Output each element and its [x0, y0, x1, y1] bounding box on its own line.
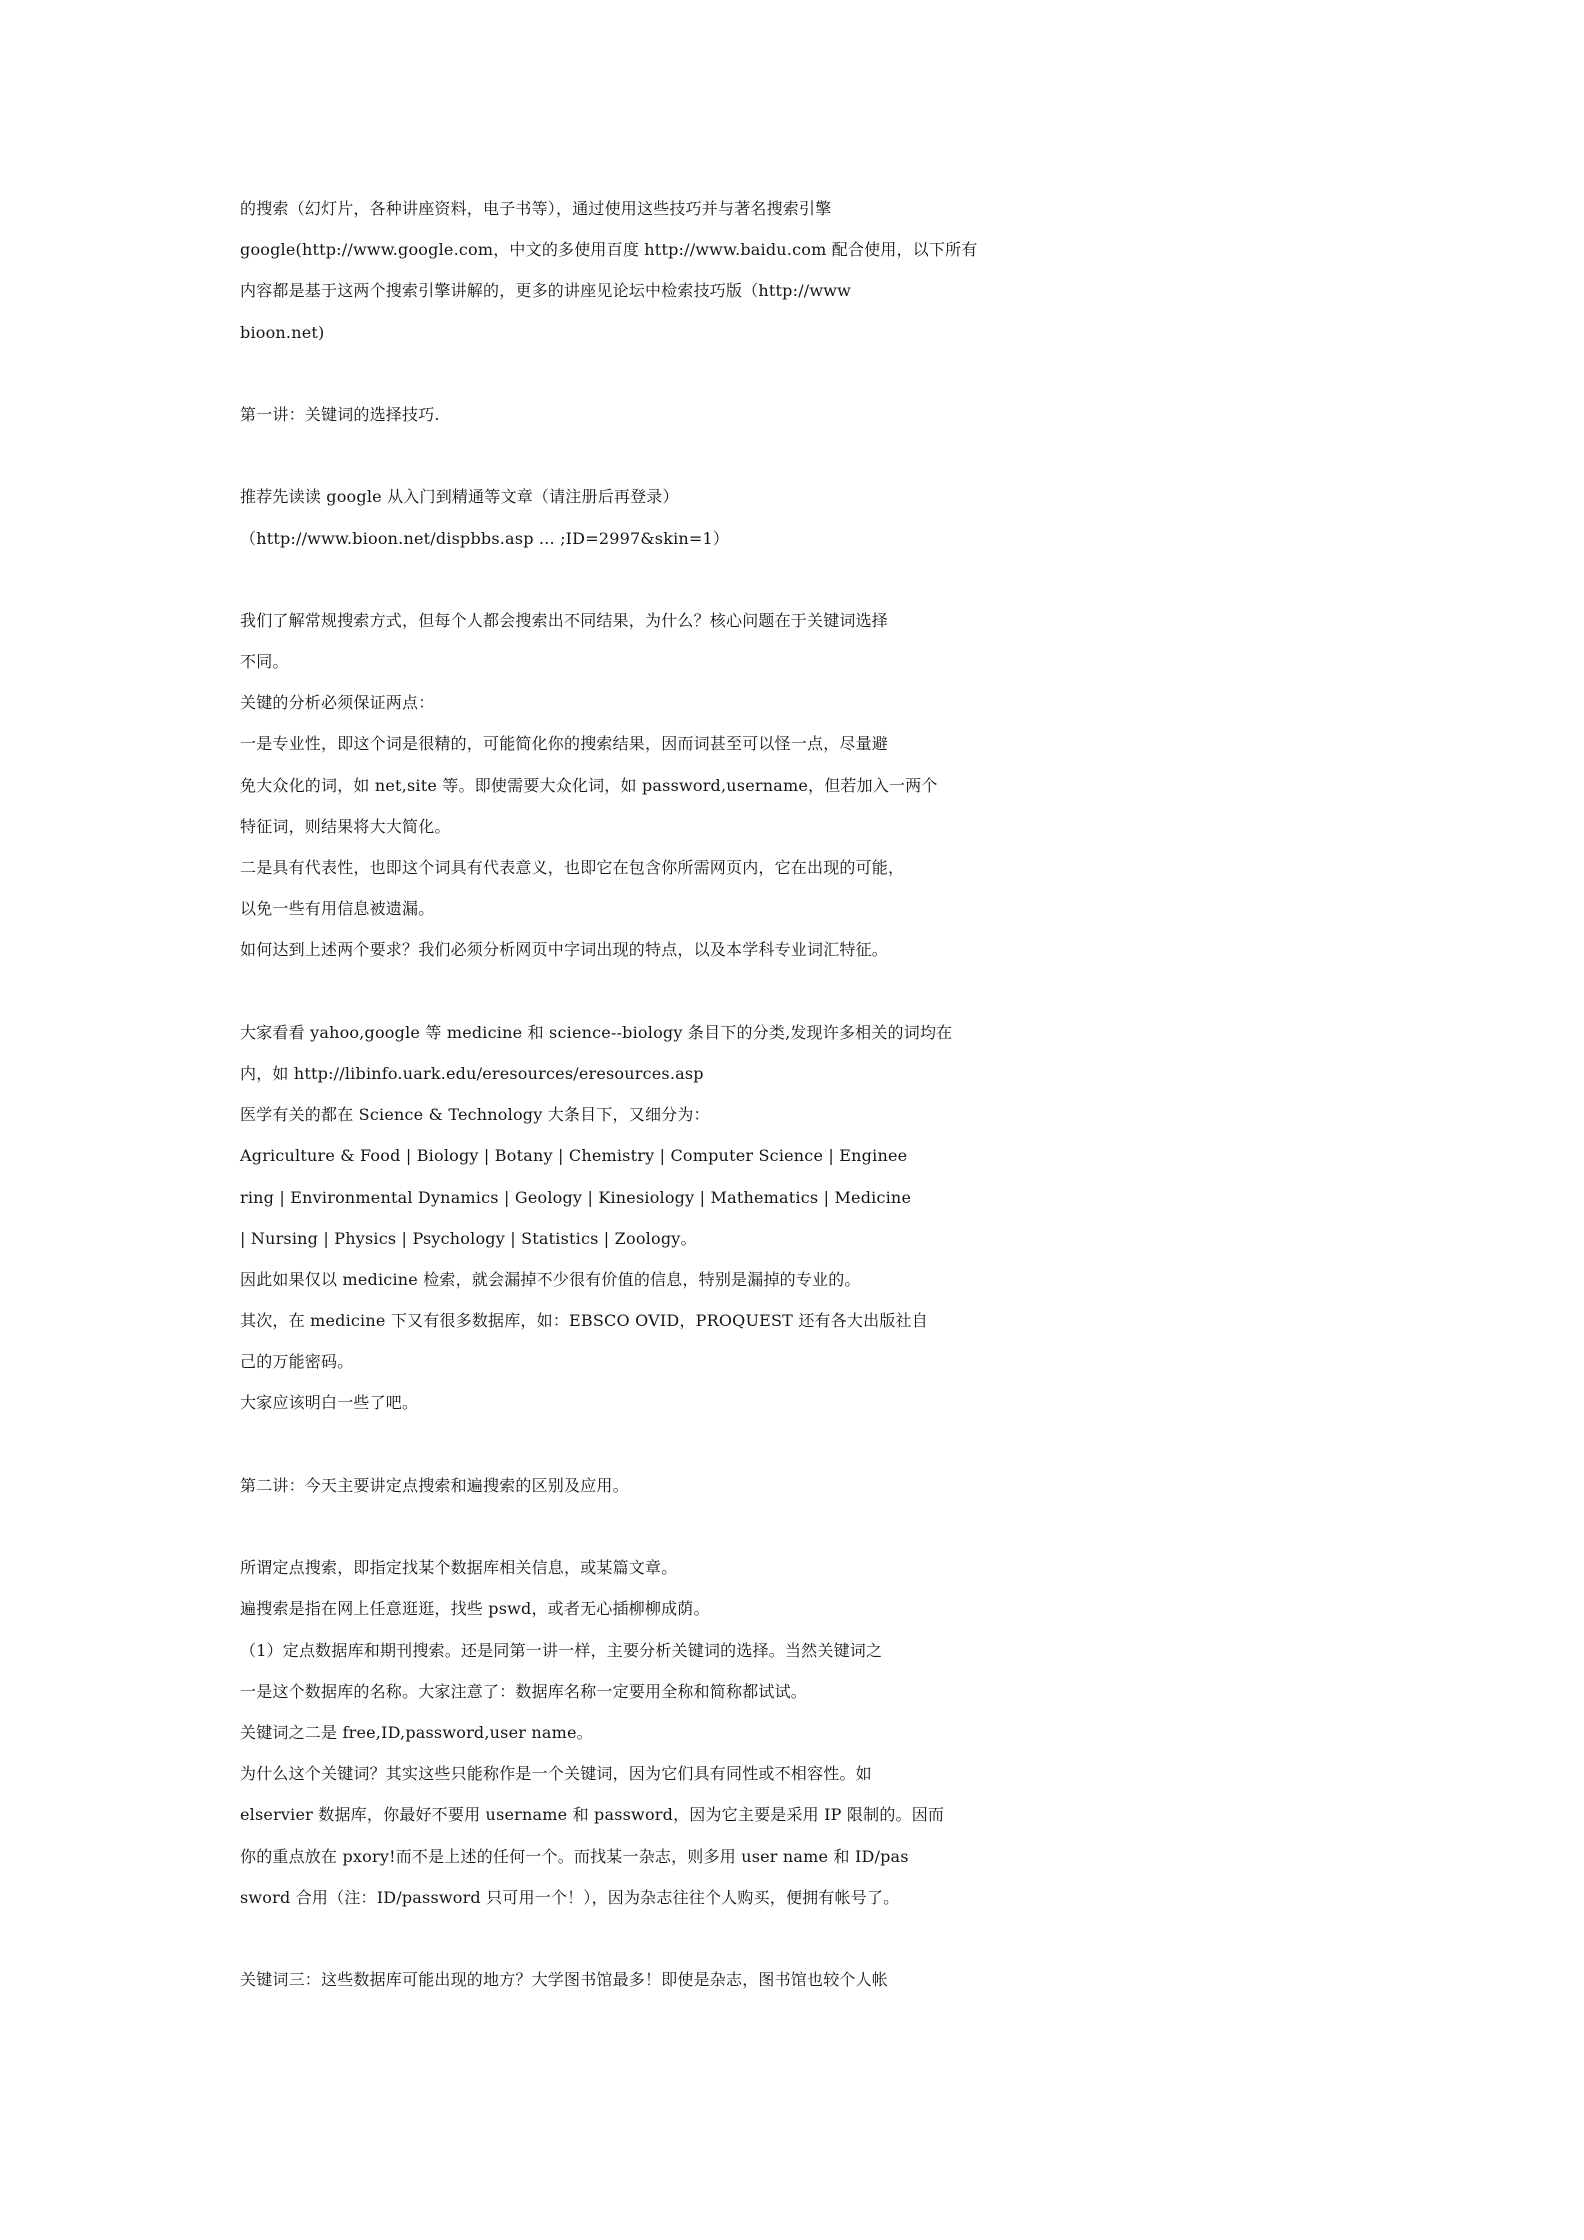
paragraph-gap	[240, 1506, 1360, 1547]
text-line: 推荐先读读 google 从入门到精通等文章（请注册后再登录）	[240, 487, 679, 507]
text-line: 所谓定点搜索，即指定找某个数据库相关信息，或某篇文章。	[240, 1558, 678, 1578]
text-line: 内，如 http://libinfo.uark.edu/eresources/eresources.asp	[240, 1063, 704, 1083]
text-line: 己的万能密码。	[240, 1352, 354, 1372]
paragraph-gap	[240, 1918, 1360, 1959]
categories-paragraph	[240, 1012, 1360, 1424]
paragraph-gap	[240, 353, 1360, 394]
text-line: 不同。	[240, 652, 289, 672]
text-line: 大家应该明白一些了吧。	[240, 1393, 419, 1413]
paragraph-gap	[240, 1424, 1360, 1465]
text-line: 第一讲：关键词的选择技巧.	[240, 404, 440, 424]
paragraph-gap	[240, 435, 1360, 476]
text-line: 遍搜索是指在网上任意逛逛，找些 pswd，或者无心插柳柳成荫。	[240, 1599, 710, 1619]
text-line: 关键词之二是 free,ID,password,user name。	[240, 1722, 593, 1742]
text-line: （1）定点数据库和期刊搜索。还是同第一讲一样，主要分析关键词的选择。当然关键词之	[240, 1640, 883, 1660]
text-line: 第二讲：今天主要讲定点搜索和遍搜索的区别及应用。	[240, 1475, 629, 1495]
text-line: 免大众化的词，如 net,site 等。即使需要大众化词，如 password,username，但若加入一两个	[240, 775, 938, 795]
text-line: | Nursing | Physics | Psychology | Statistics | Zoology。	[240, 1228, 697, 1248]
lecture-one-heading	[240, 394, 1360, 435]
recommendation-paragraph	[240, 476, 1360, 558]
text-line: 内容都是基于这两个搜索引擎讲解的，更多的讲座见论坛中检索技巧版（http://www	[240, 281, 852, 301]
text-line: 特征词，则结果将大大简化。	[240, 816, 451, 836]
text-line: 关键的分析必须保证两点：	[240, 693, 435, 713]
text-line: ring | Environmental Dynamics | Geology | Kinesiology | Mathematics | Medicine	[240, 1187, 912, 1207]
text-line: （http://www.bioon.net/dispbbs.asp ... ;ID=2997&skin=1）	[240, 528, 730, 548]
text-line: bioon.net)	[240, 322, 325, 342]
lecture-two-heading	[240, 1465, 1360, 1506]
text-line: 为什么这个关键词？其实这些只能称作是一个关键词，因为它们具有同性或不相容性。如	[240, 1764, 872, 1784]
paragraph-gap	[240, 971, 1360, 1012]
text-line: 的搜索（幻灯片，各种讲座资料，电子书等），通过使用这些技巧并与著名搜索引擎	[240, 199, 832, 218]
intro-paragraph	[240, 188, 1360, 353]
text-line: 其次，在 medicine 下又有很多数据库，如：EBSCO OVID，PROQUEST 还有各大出版社自	[240, 1311, 928, 1331]
keyword-three-paragraph	[240, 1959, 1360, 2000]
text-line: 以免一些有用信息被遗漏。	[240, 899, 435, 919]
text-line: 一是专业性，即这个词是很精的，可能简化你的搜索结果，因而词甚至可以怪一点，尽量避	[240, 734, 889, 754]
text-line: Agriculture & Food | Biology | Botany | Chemistry | Computer Science | Enginee	[240, 1146, 908, 1166]
paragraph-gap	[240, 559, 1360, 600]
text-line: 关键词三：这些数据库可能出现的地方？大学图书馆最多！即使是杂志，图书馆也较个人帐	[240, 1970, 889, 1990]
document-page	[240, 188, 1360, 2000]
text-line: google(http://www.google.com，中文的多使用百度 http://www.baidu.com 配合使用，以下所有	[240, 240, 978, 260]
text-line: 一是这个数据库的名称。大家注意了：数据库名称一定要用全称和简称都试试。	[240, 1681, 808, 1701]
text-line: 医学有关的都在 Science & Technology 大条目下，又细分为：	[240, 1105, 710, 1125]
text-line: 因此如果仅以 medicine 检索，就会漏掉不少很有价值的信息，特别是漏掉的专业的。	[240, 1269, 861, 1289]
text-line: elservier 数据库，你最好不要用 username 和 password，因为它主要是采用 IP 限制的。因而	[240, 1805, 945, 1825]
text-line: 你的重点放在 pxory!而不是上述的任何一个。而找某一杂志，则多用 user name 和 ID/pas	[240, 1846, 909, 1866]
text-line: 二是具有代表性，也即这个词具有代表意义，也即它在包含你所需网页内，它在出现的可能，	[240, 858, 905, 877]
text-line: 我们了解常规搜索方式，但每个人都会搜索出不同结果，为什么？核心问题在于关键词选择	[240, 610, 889, 630]
keyword-analysis-paragraph	[240, 600, 1360, 971]
text-line: 如何达到上述两个要求？我们必须分析网页中字词出现的特点，以及本学科专业词汇特征。	[240, 940, 889, 960]
search-types-paragraph	[240, 1547, 1360, 1918]
text-line: sword 合用（注：ID/password 只可用一个！），因为杂志往往个人购买，便拥有帐号了。	[240, 1887, 900, 1907]
text-line: 大家看看 yahoo,google 等 medicine 和 science--biology 条目下的分类,发现许多相关的词均在	[240, 1022, 953, 1042]
